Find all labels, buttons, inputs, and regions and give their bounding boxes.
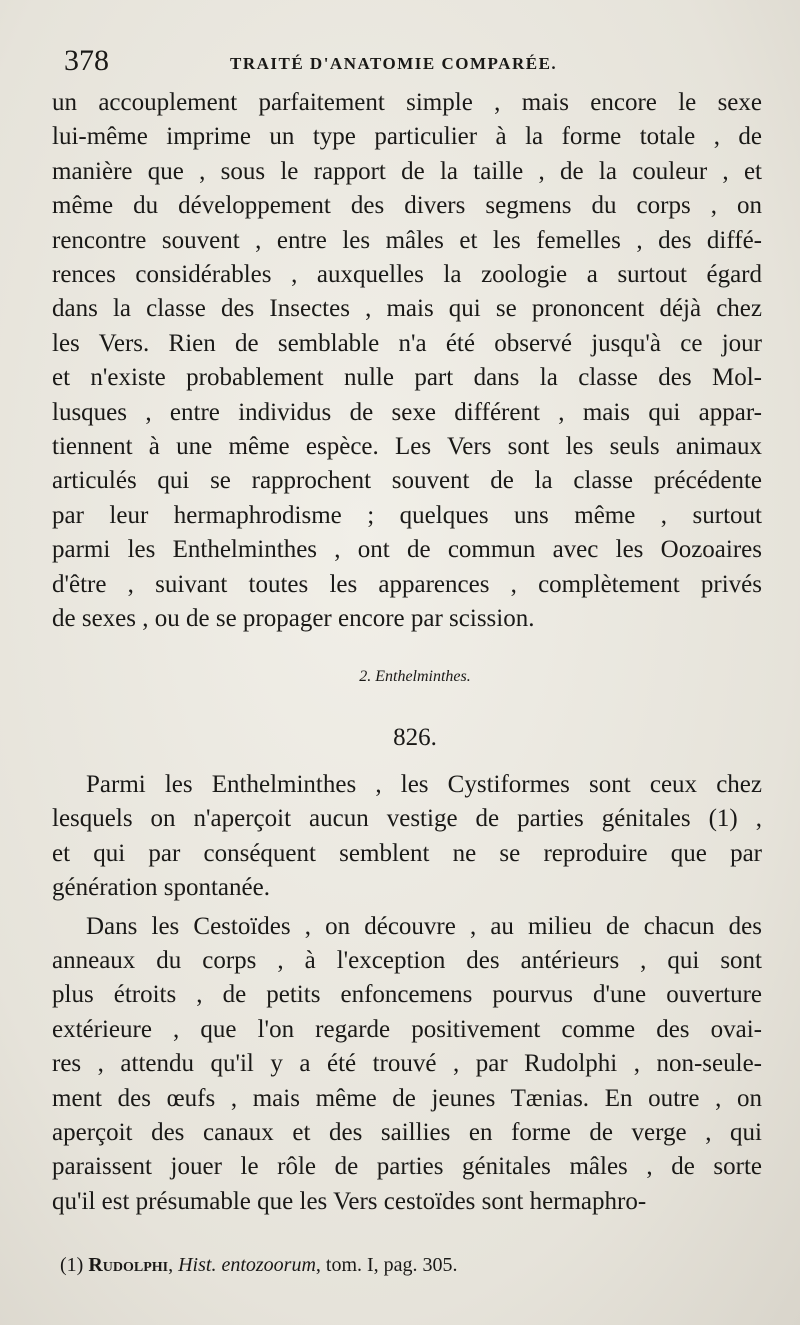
text-line: qu'il est présumable que les Vers cestoïdes sont hermaphro-: [52, 1187, 647, 1215]
text-line: tiennent à une même espèce. Les Vers sont les seuls animaux: [52, 433, 762, 461]
text-line: lusques , entre individus de sexe différent , mais qui appar-: [52, 398, 762, 426]
text-line: par leur hermaphrodisme ; quelques uns même , surtout: [52, 501, 762, 529]
paragraph-continued: [52, 86, 762, 637]
section-body: [52, 768, 762, 1219]
footnote-work: Hist. entozoorum: [178, 1254, 316, 1276]
text-line: Dans les Cestoïdes , on découvre , au milieu de chacun des: [86, 912, 762, 940]
text-line: aperçoit des canaux et des saillies en forme de verge , qui: [52, 1119, 762, 1147]
text-line: un accouplement parfaitement simple , mais encore le sexe: [52, 89, 762, 116]
text-line: lui-même imprime un type particulier à la forme totale , de: [52, 123, 762, 151]
text-line: rencontre souvent , entre les mâles et les femelles , des diffé-: [52, 226, 762, 254]
footnote-marker: (1): [60, 1254, 84, 1276]
text-line: ment des œufs , mais même de jeunes Tænias. En outre , on: [52, 1084, 762, 1112]
text-line: paraissent jouer le rôle de parties génitales mâles , de sorte: [52, 1153, 762, 1181]
text-line: articulés qui se rapprochent souvent de la classe précédente: [52, 467, 762, 495]
text-line: d'être , suivant toutes les apparences , complètement privés: [52, 570, 762, 598]
text-line: Parmi les Enthelminthes , les Cystiformes sont ceux chez: [86, 771, 762, 798]
section-number: 826.: [393, 724, 437, 751]
footnote-reference: , tom. I, pag. 305.: [315, 1254, 458, 1276]
text-line: dans la classe des Insectes , mais qui se prononcent déjà chez: [52, 295, 762, 323]
text-line: et qui par conséquent semblent ne se reproduire que par: [52, 839, 762, 867]
section-title: 2. Enthelminthes.: [359, 668, 471, 685]
text-line: res , attendu qu'il y a été trouvé , par Rudolphi , non-seule-: [52, 1050, 762, 1078]
text-line: extérieure , que l'on regarde positivement comme des ovai-: [52, 1015, 762, 1043]
page-header: [64, 44, 764, 84]
text-line: lesquels on n'aperçoit aucun vestige de parties génitales (1) ,: [52, 805, 762, 833]
text-line: les Vers. Rien de semblable n'a été observé jusqu'à ce jour: [52, 329, 762, 357]
text-line: rences considérables , auxquelles la zoologie a surtout égard: [52, 261, 762, 289]
footnote: (1) Rudolphi, Hist. entozoorum, tom. I, pag. 305.: [60, 1254, 458, 1276]
text-line: plus étroits , de petits enfoncemens pourvus d'une ouverture: [52, 981, 762, 1009]
text-line: génération spontanée.: [52, 874, 270, 902]
text-line: même du développement des divers segmens du corps , on: [52, 192, 762, 220]
text-line: de sexes , ou de se propager encore par scission.: [52, 605, 535, 633]
page-number: 378: [64, 44, 109, 77]
footnote-author: Rudolphi: [88, 1254, 169, 1276]
text-line: et n'existe probablement nulle part dans la classe des Mol-: [52, 364, 762, 392]
running-title: TRAITÉ D'ANATOMIE COMPARÉE.: [230, 54, 558, 73]
text-line: anneaux du corps , à l'exception des antérieurs , qui sont: [52, 947, 762, 975]
text-line: manière que , sous le rapport de la taille , de la couleur , et: [52, 157, 762, 185]
text-line: parmi les Enthelminthes , ont de commun avec les Oozoaires: [52, 536, 762, 564]
